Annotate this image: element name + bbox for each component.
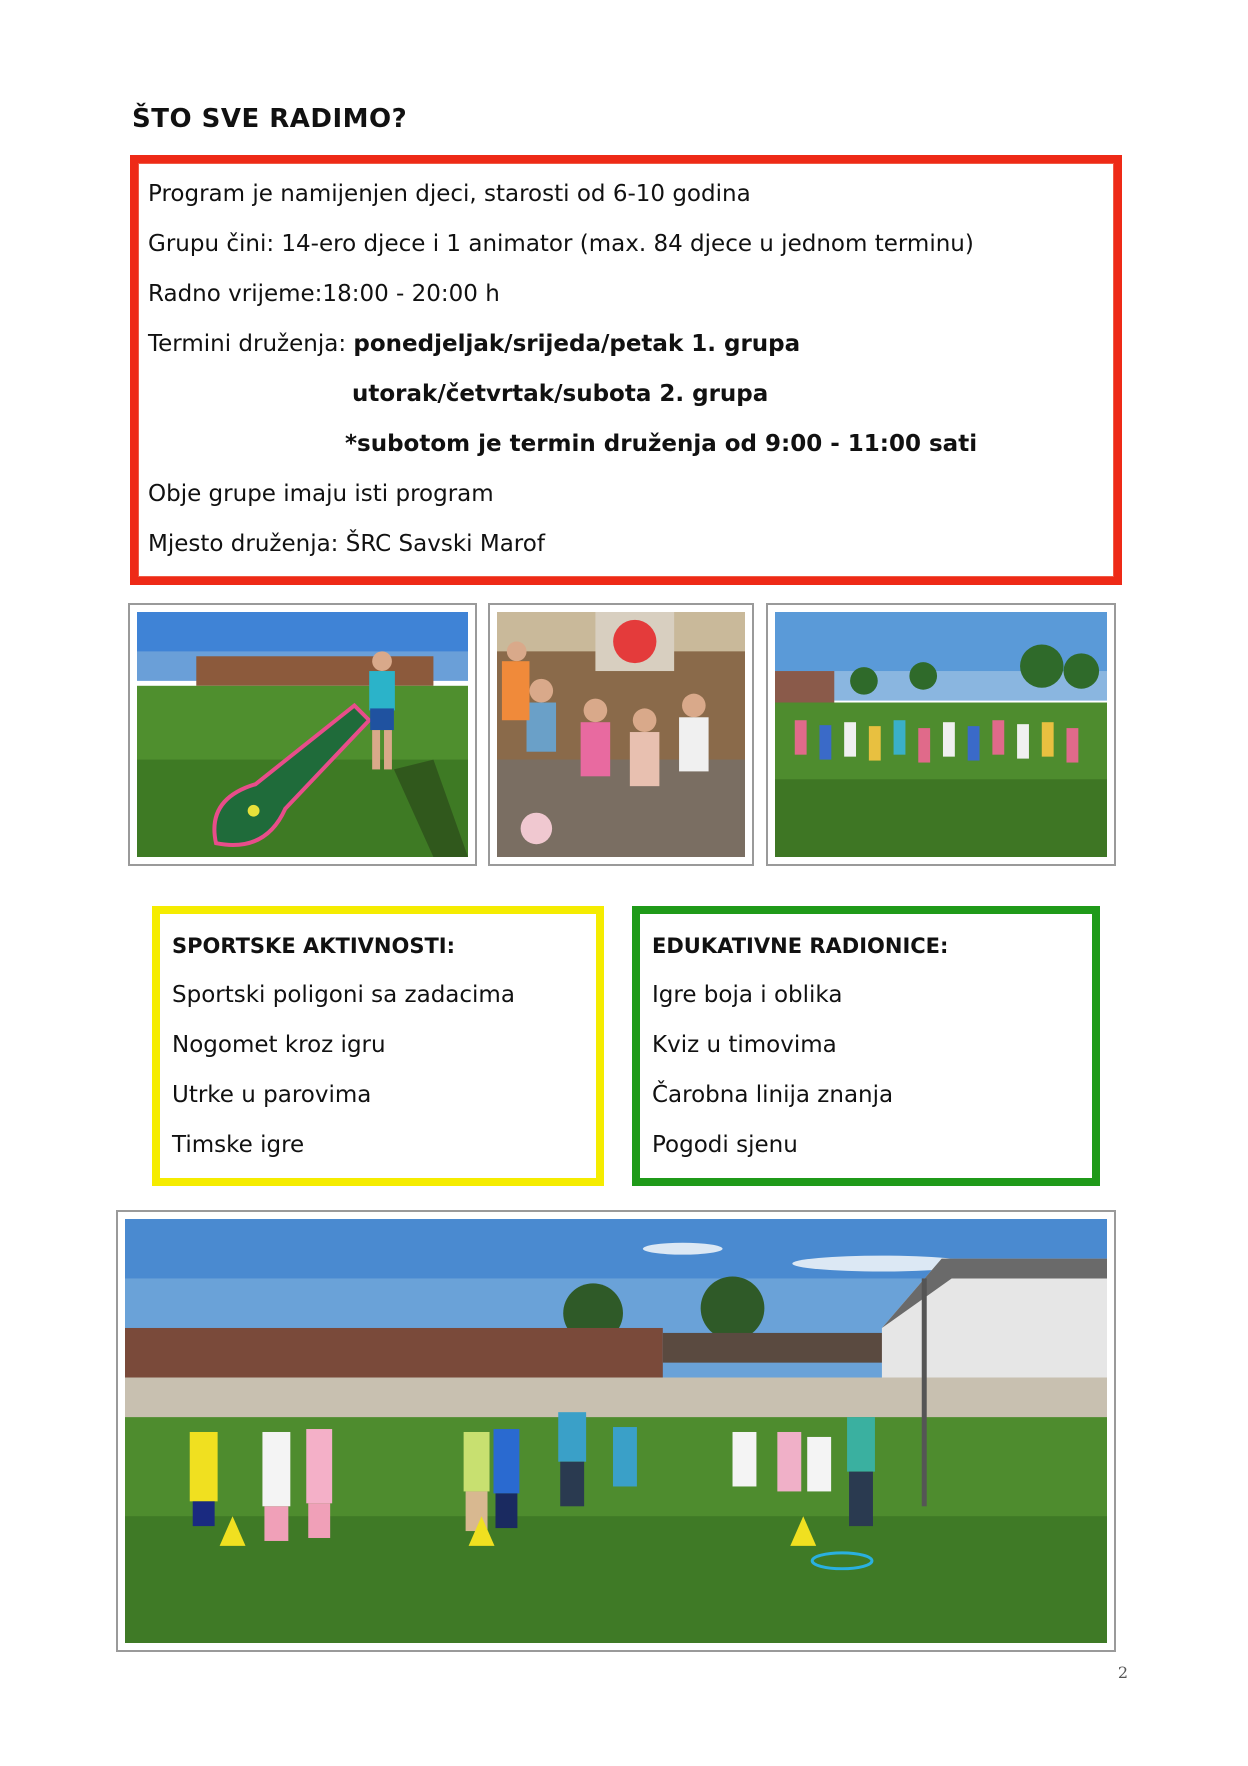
workshops-title: EDUKATIVNE RADIONICE: — [652, 934, 949, 958]
page-number: 2 — [1117, 1663, 1128, 1682]
sports-item: Timske igre — [172, 1132, 305, 1158]
schedule-line — [148, 331, 800, 357]
same-program-line: Obje grupe imaju isti program — [148, 481, 494, 507]
workshops-box — [632, 906, 1100, 1186]
photo-field-exercise — [766, 603, 1116, 866]
workshops-item: Igre boja i oblika — [652, 982, 843, 1008]
photo-children-group — [488, 603, 754, 866]
schedule-group2: utorak/četvrtak/subota 2. grupa — [352, 381, 769, 407]
sports-title: SPORTSKE AKTIVNOSTI: — [172, 934, 455, 958]
saturday-note: *subotom je termin druženja od 9:00 - 11:00 sati — [345, 431, 978, 457]
sports-item: Nogomet kroz igru — [172, 1032, 386, 1058]
location-line: Mjesto druženja: ŠRC Savski Marof — [148, 531, 545, 557]
group-line: Grupu čini: 14-ero djece i 1 animator (max. 84 djece u jednom terminu) — [148, 231, 974, 257]
photo-group-outdoor — [116, 1210, 1116, 1652]
page-title: ŠTO SVE RADIMO? — [132, 104, 408, 134]
schedule-group1: ponedjeljak/srijeda/petak 1. grupa — [353, 331, 801, 357]
age-line: Program je namijenjen djeci, starosti od 6-10 godina — [148, 181, 751, 207]
program-info-box — [130, 155, 1122, 585]
schedule-label: Termini druženja: — [148, 331, 354, 357]
workshops-item: Pogodi sjenu — [652, 1132, 798, 1158]
sports-activities-box — [152, 906, 604, 1186]
workshops-item: Čarobna linija znanja — [652, 1082, 894, 1108]
hours-line: Radno vrijeme:18:00 - 20:00 h — [148, 281, 500, 307]
sports-item: Utrke u parovima — [172, 1082, 372, 1108]
workshops-item: Kviz u timovima — [652, 1032, 837, 1058]
photo-mini-golf — [128, 603, 477, 866]
sports-item: Sportski poligoni sa zadacima — [172, 982, 515, 1008]
